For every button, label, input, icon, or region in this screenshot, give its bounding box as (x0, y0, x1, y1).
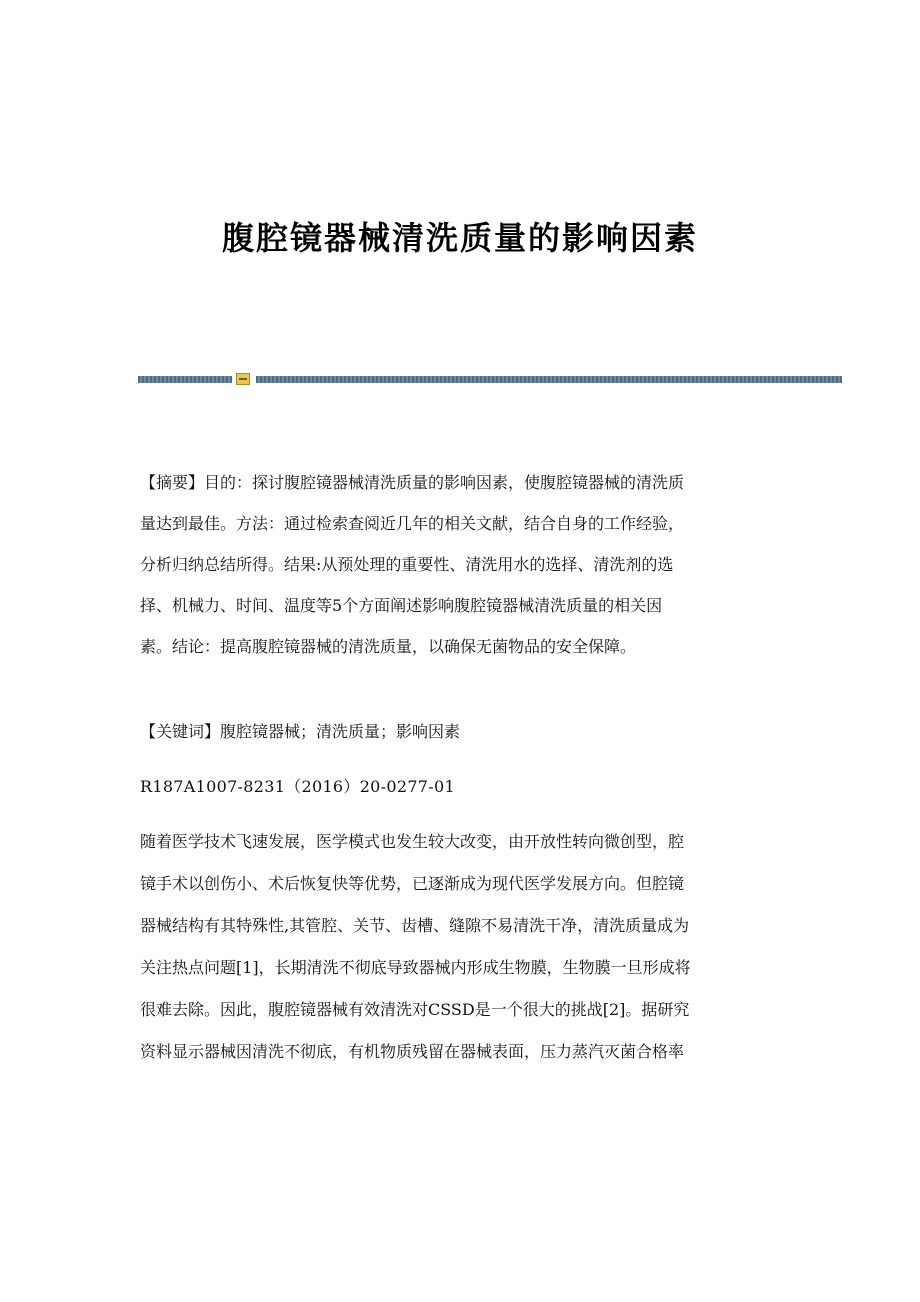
abstract-line: 【摘要】目的：探讨腹腔镜器械清洗质量的影响因素，使腹腔镜器械的清洗质 (140, 473, 685, 492)
body-paragraph (140, 826, 780, 1078)
abstract-line: 量达到最佳。方法：通过检索查阅近几年的相关文献，结合自身的工作经验， (140, 514, 685, 533)
body-line: 资料显示器械因清洗不彻底，有机物质残留在器械表面，压力蒸汽灭菌合格率 (140, 1042, 685, 1061)
title-divider (138, 372, 842, 386)
abstract (140, 467, 780, 672)
document-title: 腹腔镜器械清洗质量的影响因素 (221, 219, 698, 257)
body-line: 镜手术以创伤小、术后恢复快等优势，已逐渐成为现代医学发展方向。但腔镜 (140, 874, 685, 893)
body-line: 器械结构有其特殊性,其管腔、关节、齿槽、缝隙不易清洗干净，清洗质量成为 (140, 916, 690, 935)
divider-bar-right (256, 376, 842, 383)
classification-codes: R187A1007-8231（2016）20-0277-01 (140, 777, 455, 796)
abstract-line: 择、机械力、时间、温度等5个方面阐述影响腹腔镜器械清洗质量的相关因 (140, 596, 663, 615)
body-line: 很难去除。因此，腹腔镜器械有效清洗对CSSD是一个很大的挑战[2]。据研究 (140, 1000, 690, 1019)
divider-emblem-icon (236, 373, 250, 385)
abstract-line: 素。结论：提高腹腔镜器械的清洗质量，以确保无菌物品的安全保障。 (140, 637, 637, 656)
body-line: 关注热点问题[1]，长期清洗不彻底导致器械内形成生物膜，生物膜一旦形成将 (140, 958, 691, 977)
abstract-line: 分析归纳总结所得。结果:从预处理的重要性、清洗用水的选择、清洗剂的选 (140, 555, 674, 574)
body-line: 随着医学技术飞速发展，医学模式也发生较大改变，由开放性转向微创型，腔 (140, 832, 685, 851)
divider-bar-left (138, 376, 232, 383)
keywords: 【关键词】腹腔镜器械；清洗质量；影响因素 (140, 722, 461, 741)
